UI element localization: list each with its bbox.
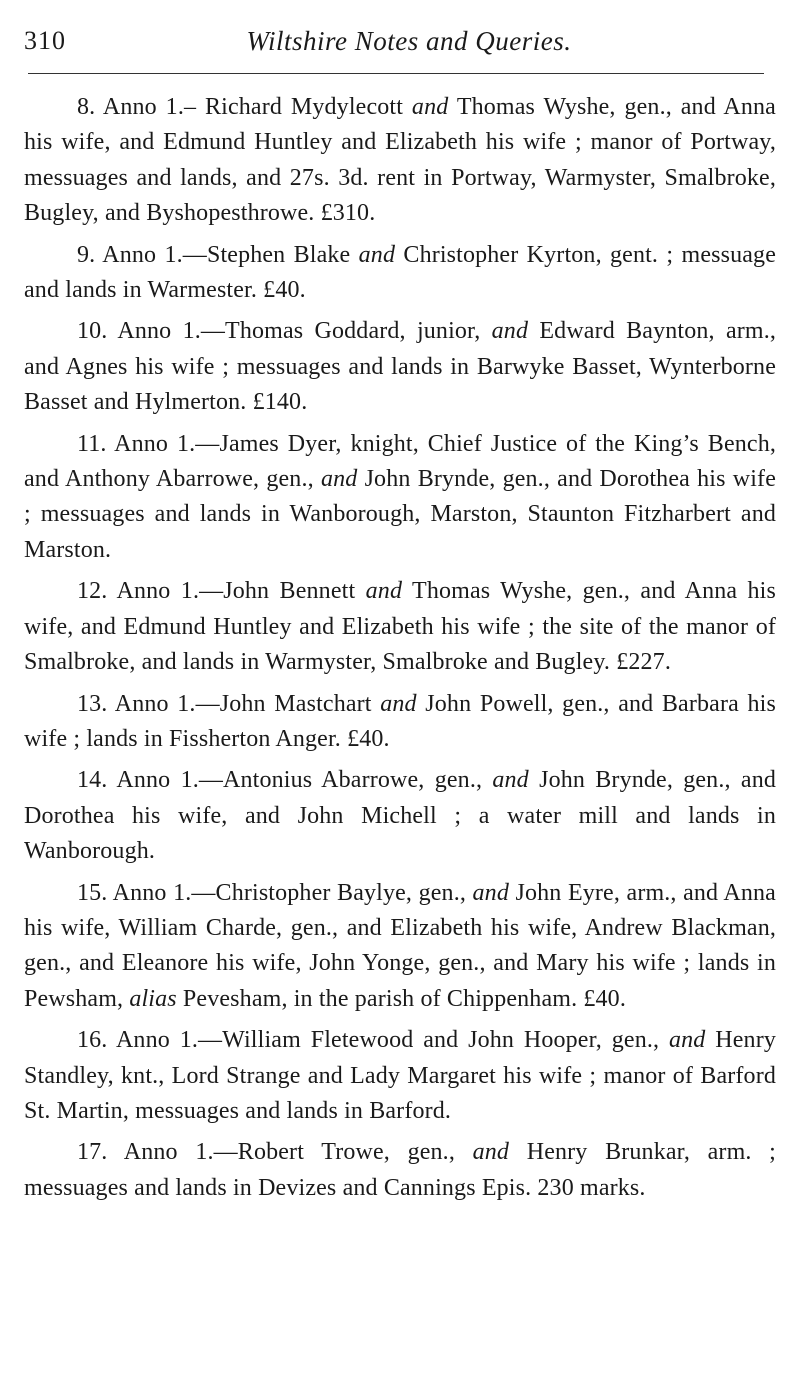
entry-text: John Powell, gen., and Barbara his wife ; lands in Fissherton Anger. £40. [24,690,776,752]
entry-text: Christopher Kyrton, gent. ; messuage and lands in Warmester. £40. [24,241,777,304]
entry-text: 17. Anno 1.—Robert Trowe, gen., [77,1139,473,1166]
page-number: 310 [24,26,66,55]
entry-and: and [358,241,396,268]
entry-text: John Brynde, gen., and Dorothea his wife ; messuages and lands in Wanborough, Marston, Staunton Fitzharbert and Marston. [24,466,776,563]
entry-and: and [320,466,358,493]
fine-entry-11 [24,427,776,569]
entry-text: John Eyre, arm., and Anna his wife, William Charde, gen., and Elizabeth his wife, Andrew Blackman, gen., and Eleanore his wife, John Yonge, gen., and Mary his wife ; lands in Pewsham, [24,879,776,1012]
entry-alias: alias [129,985,177,1012]
entry-and: and [365,578,403,605]
fine-entry-10 [24,314,776,420]
entry-text: Pevesham, in the parish of Chippenham. £40. [176,985,626,1012]
entry-and: and [472,879,509,906]
page-body [24,90,776,1212]
entry-and: and [668,1027,706,1054]
entry-text: 12. Anno 1.—John Bennett [77,578,366,605]
fine-entry-16 [24,1023,776,1129]
fine-entry-15 [24,876,776,1018]
entry-and: and [380,690,417,717]
fine-entry-9 [24,238,776,309]
entry-text: John Brynde, gen., and Dorothea his wife, and John Michell ; a water mill and lands in Wanborough. [24,767,776,865]
fine-entry-17 [24,1135,776,1206]
entry-text: 13. Anno 1.—John Mastchart [77,690,381,717]
entry-text: Thomas Wyshe, gen., and Anna his wife, and Edmund Huntley and Elizabeth his wife ; the site of the manor of Smalbroke, and lands in Warmyster, Smalbroke and Bugley. £227. [24,578,776,676]
entry-and: and [492,767,529,794]
entry-text: 11. Anno 1.—James Dyer, knight, Chief Justice of the King’s Bench, and Anthony Abarrowe, gen., [24,430,776,493]
fine-entry-8 [24,90,776,232]
running-head [24,26,764,66]
header-rule [28,73,764,74]
entry-text: Henry Brunkar, arm. ; messuages and lands in Devizes and Cannings Epis. 230 marks. [24,1139,776,1201]
fine-entry-13 [24,687,776,758]
journal-title: Wiltshire Notes and Queries. [246,26,572,56]
entry-text: Henry Standley, knt., Lord Strange and Lady Margaret his wife ; manor of Barford St. Martin, messuages and lands in Barford. [24,1027,776,1124]
entry-text: 15. Anno 1.—Christopher Baylye, gen., [77,879,473,906]
fine-entry-14 [24,763,776,869]
entry-and: and [411,94,449,120]
entry-text: Edward Baynton, arm., and Agnes his wife ; messuages and lands in Barwyke Basset, Wynterborne Basset and Hylmerton. £140. [24,318,777,416]
fine-entry-12 [24,574,776,680]
entry-text: Thomas Wyshe, gen., and Anna his wife, and Edmund Huntley and Elizabeth his wife ; manor of Portway, messuages and lands, and 27s. 3d. rent in Portway, Warmyster, Smalbroke, Bugley, and Byshopesthrowe. £310. [24,94,776,227]
entry-text: 10. Anno 1.—Thomas Goddard, junior, [77,318,492,345]
entry-and: and [472,1139,510,1166]
entry-text: 16. Anno 1.—William Fletewood and John Hooper, gen., [77,1027,669,1054]
entry-text: 14. Anno 1.—Antonius Abarrowe, gen., [77,767,493,794]
entry-text: 8. Anno 1.– Richard Mydylecott [77,94,412,120]
entry-text: 9. Anno 1.—Stephen Blake [77,241,359,268]
entry-and: and [491,318,529,345]
